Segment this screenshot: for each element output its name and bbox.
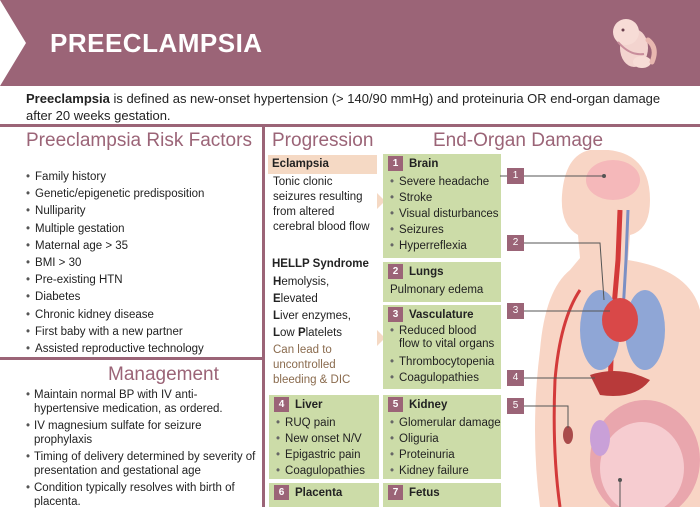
list-item: • Coagulopathies <box>383 370 501 386</box>
hellp-initial: E <box>273 293 281 305</box>
list-item: • Glomerular damage <box>383 415 501 431</box>
risk-factors-list <box>26 170 204 359</box>
list-item: • Hyperreflexia <box>383 238 501 254</box>
hellp-rest: latelets <box>305 327 343 339</box>
end-organ-title: End-Organ Damage <box>433 130 604 151</box>
list-item: • New onset N/V <box>269 431 379 447</box>
list-item: • RUQ pain <box>269 415 379 431</box>
hellp-rest: ow <box>280 327 298 339</box>
management-list <box>26 388 258 512</box>
definition-term: Preeclampsia <box>26 91 110 106</box>
list-item: • First baby with a new partner <box>26 325 204 342</box>
list-item: • Proteinuria <box>383 447 501 463</box>
hellp-heading: HELLP Syndrome <box>272 258 369 270</box>
brain-card <box>383 154 501 258</box>
kidney-number: 5 <box>388 397 403 412</box>
callout-badge-1: 1 <box>507 168 524 184</box>
hellp-line <box>269 308 377 325</box>
hellp-line <box>269 325 377 342</box>
list-item: • Kidney failure <box>383 463 501 479</box>
fetus-number: 7 <box>388 485 403 500</box>
definition-body: is defined as new-onset hypertension (> 140/90 mmHg) and proteinuria OR end-organ damage after 20 weeks gestation. <box>26 91 661 123</box>
banner-notch <box>0 0 26 86</box>
header-banner <box>0 0 700 86</box>
list-item: • Nulliparity <box>26 204 204 221</box>
list-item: • Stroke <box>383 190 501 206</box>
list-item: • Pre-existing HTN <box>26 273 204 290</box>
list-item: • Chronic kidney disease <box>26 308 204 325</box>
vasculature-card <box>383 305 501 389</box>
section-divider <box>0 124 700 127</box>
list-item: • Epigastric pain <box>269 447 379 463</box>
vasc-number: 3 <box>388 307 403 322</box>
lungs-card <box>383 262 501 302</box>
eclampsia-heading: Eclampsia <box>268 155 377 174</box>
fetus-name: Fetus <box>409 487 440 499</box>
hellp-rest: levated <box>280 293 318 305</box>
fetus-card <box>383 483 501 507</box>
risk-factors-title: Preeclampsia Risk Factors <box>26 130 252 151</box>
list-item: • Genetic/epigenetic predisposition <box>26 187 204 204</box>
list-item: • Timing of delivery determined by severity of presentation and gestational age <box>26 450 258 478</box>
callout-badge-2: 2 <box>507 235 524 251</box>
list-item <box>383 325 501 350</box>
placenta-card <box>269 483 379 507</box>
list-item: • Visual disturbances <box>383 206 501 222</box>
placenta-name: Placenta <box>295 487 343 499</box>
list-item: • IV magnesium sulfate for seizure prophylaxis <box>26 419 258 447</box>
progression-title: Progression <box>272 130 374 151</box>
vasc-item-0: Reduced blood flow to vital organs <box>399 325 495 350</box>
liver-number: 4 <box>274 397 289 412</box>
brain-number: 1 <box>388 156 403 171</box>
hellp-note: Can lead to uncontrolled bleeding & DIC <box>273 344 351 386</box>
hellp-initial: H <box>273 276 282 288</box>
page-title: PREECLAMPSIA <box>50 28 263 58</box>
callout-badge-4: 4 <box>507 370 524 386</box>
hellp-rest: emolysis, <box>281 276 330 288</box>
hellp-initial: P <box>297 327 306 339</box>
fetus-icon <box>604 12 660 74</box>
vasc-name: Vasculature <box>409 309 474 321</box>
list-item: • Diabetes <box>26 290 204 307</box>
list-item: • Oliguria <box>383 431 501 447</box>
placenta-number: 6 <box>274 485 289 500</box>
liver-card <box>269 395 379 479</box>
hellp-block <box>269 255 377 389</box>
kidney-card <box>383 395 501 479</box>
eclampsia-text: Tonic clonic seizures resulting from altered cerebral blood flow <box>273 176 370 233</box>
list-item: • Family history <box>26 170 204 187</box>
definition-text <box>26 90 676 124</box>
liver-name: Liver <box>295 399 323 411</box>
hellp-line <box>269 274 377 291</box>
list-item: • Maternal age > 35 <box>26 239 204 256</box>
list-item: • Severe headache <box>383 174 501 190</box>
list-item: • Seizures <box>383 222 501 238</box>
callout-badge-3: 3 <box>507 303 524 319</box>
list-item: • Condition typically resolves with birth of placenta. <box>26 481 258 509</box>
kidney-name: Kidney <box>409 399 448 411</box>
list-item: • Thrombocytopenia <box>383 354 501 370</box>
hellp-rest: iver enzymes, <box>280 310 351 322</box>
hellp-initial: L <box>273 327 281 339</box>
list-item: • Coagulopathies <box>269 463 379 479</box>
management-title: Management <box>108 364 219 385</box>
lungs-number: 2 <box>388 264 403 279</box>
hellp-initial: L <box>273 310 281 322</box>
hellp-line <box>269 291 377 308</box>
brain-name: Brain <box>409 158 439 170</box>
list-item: Pulmonary edema <box>390 284 484 296</box>
list-item: • Maintain normal BP with IV anti-hypertensive medication, as ordered. <box>26 388 258 416</box>
callout-badge-5: 5 <box>507 398 524 414</box>
anatomy-illustration <box>500 150 700 507</box>
list-item: • Multiple gestation <box>26 222 204 239</box>
lungs-name: Lungs <box>409 266 444 278</box>
list-item: • Assisted reproductive technology <box>26 342 204 359</box>
column-divider <box>262 124 265 507</box>
eclampsia-block <box>269 155 377 236</box>
list-item: • BMI > 30 <box>26 256 204 273</box>
